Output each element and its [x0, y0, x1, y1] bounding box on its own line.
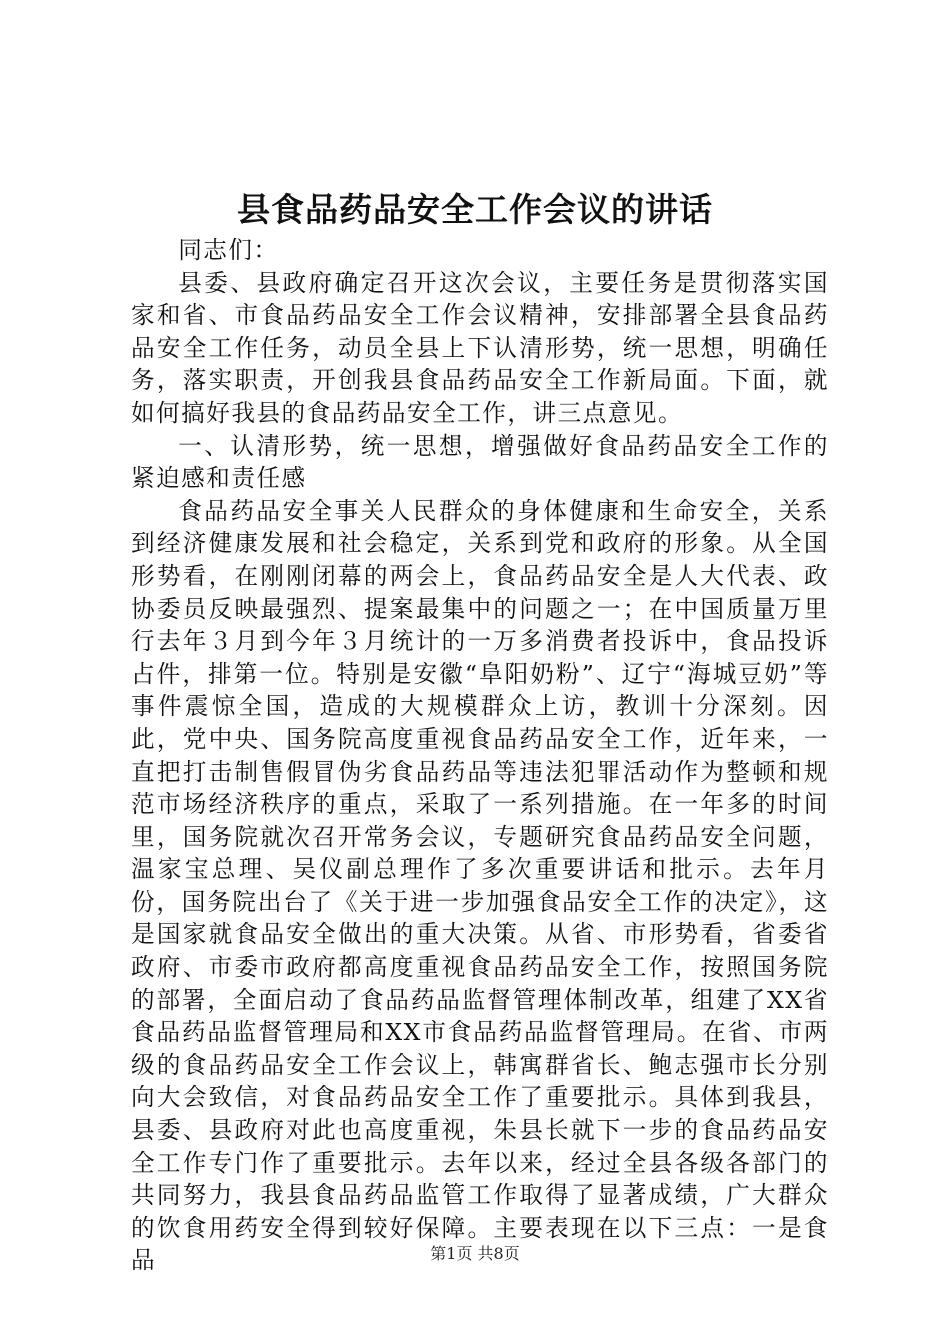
paragraph-situation: 食品药品安全事关人民群众的身体健康和生命安全，关系到经济健康发展和社会稳定，关系到党和政府的形象。从全国形势看，在刚刚闭幕的两会上，食品药品安全是人大代表、政协委员反映最强烈、提案最集中的问题之一；在中国质量万里行去年３月到今年３月统计的一万多消费者投诉中，食品投诉占件，排第一位。特别是安徽“阜阳奶粉”、辽宁“海城豆奶”等事件震惊全国，造成的大规模群众上访，教训十分深刻。因此，党中央、国务院高度重视食品药品安全工作，近年来，一直把打击制售假冒伪劣食品药品等违法犯罪活动作为整顿和规范市场经济秩序的重点，采取了一系列措施。在一年多的时间里，国务院就次召开常务会议，专题研究食品药品安全问题，温家宝总理、吴仪副总理作了多次重要讲话和批示。去年月份，国务院出台了《关于进一步加强食品安全工作的决定》，这是国家就食品安全做出的重大决策。从省、市形势看，省委省政府、市委市政府都高度重视食品药品安全工作，按照国务院的部署，全面启动了食品药品监督管理体制改革，组建了XX省食品药品监督管理局和XX市食品药品监督管理局。在省、市两级的食品药品安全工作会议上，韩寓群省长、鲍志强市长分别向大会致信，对食品药品安全工作了重要批示。具体到我县，县委、县政府对此也高度重视，朱县长就下一步的食品药品安全工作专门作了重要批示。去年以来，经过全县各级各部门的共同努力，我县食品药品监管工作取得了显著成绩，广大群众的饮食用药安全得到较好保障。主要表现在以下三点：一是食品 — [131, 496, 829, 1275]
paragraph-intro: 县委、县政府确定召开这次会议，主要任务是贯彻落实国家和省、市食品药品安全工作会议精神，安排部署全县食品药品安全工作任务，动员全县上下认清形势，统一思想，明确任务，落实职责，开创我县食品药品安全工作新局面。下面，就如何搞好我县的食品药品安全工作，讲三点意见。 — [131, 268, 829, 427]
section-heading: 一、认清形势，统一思想，增强做好食品药品安全工作的紧迫感和责任感 — [131, 431, 829, 493]
document-body — [131, 234, 829, 1277]
document-title: 县食品药品安全工作会议的讲话 — [237, 190, 713, 229]
page-footer: 第1页 共8页 — [430, 1244, 520, 1263]
greeting: 同志们： — [178, 236, 279, 264]
